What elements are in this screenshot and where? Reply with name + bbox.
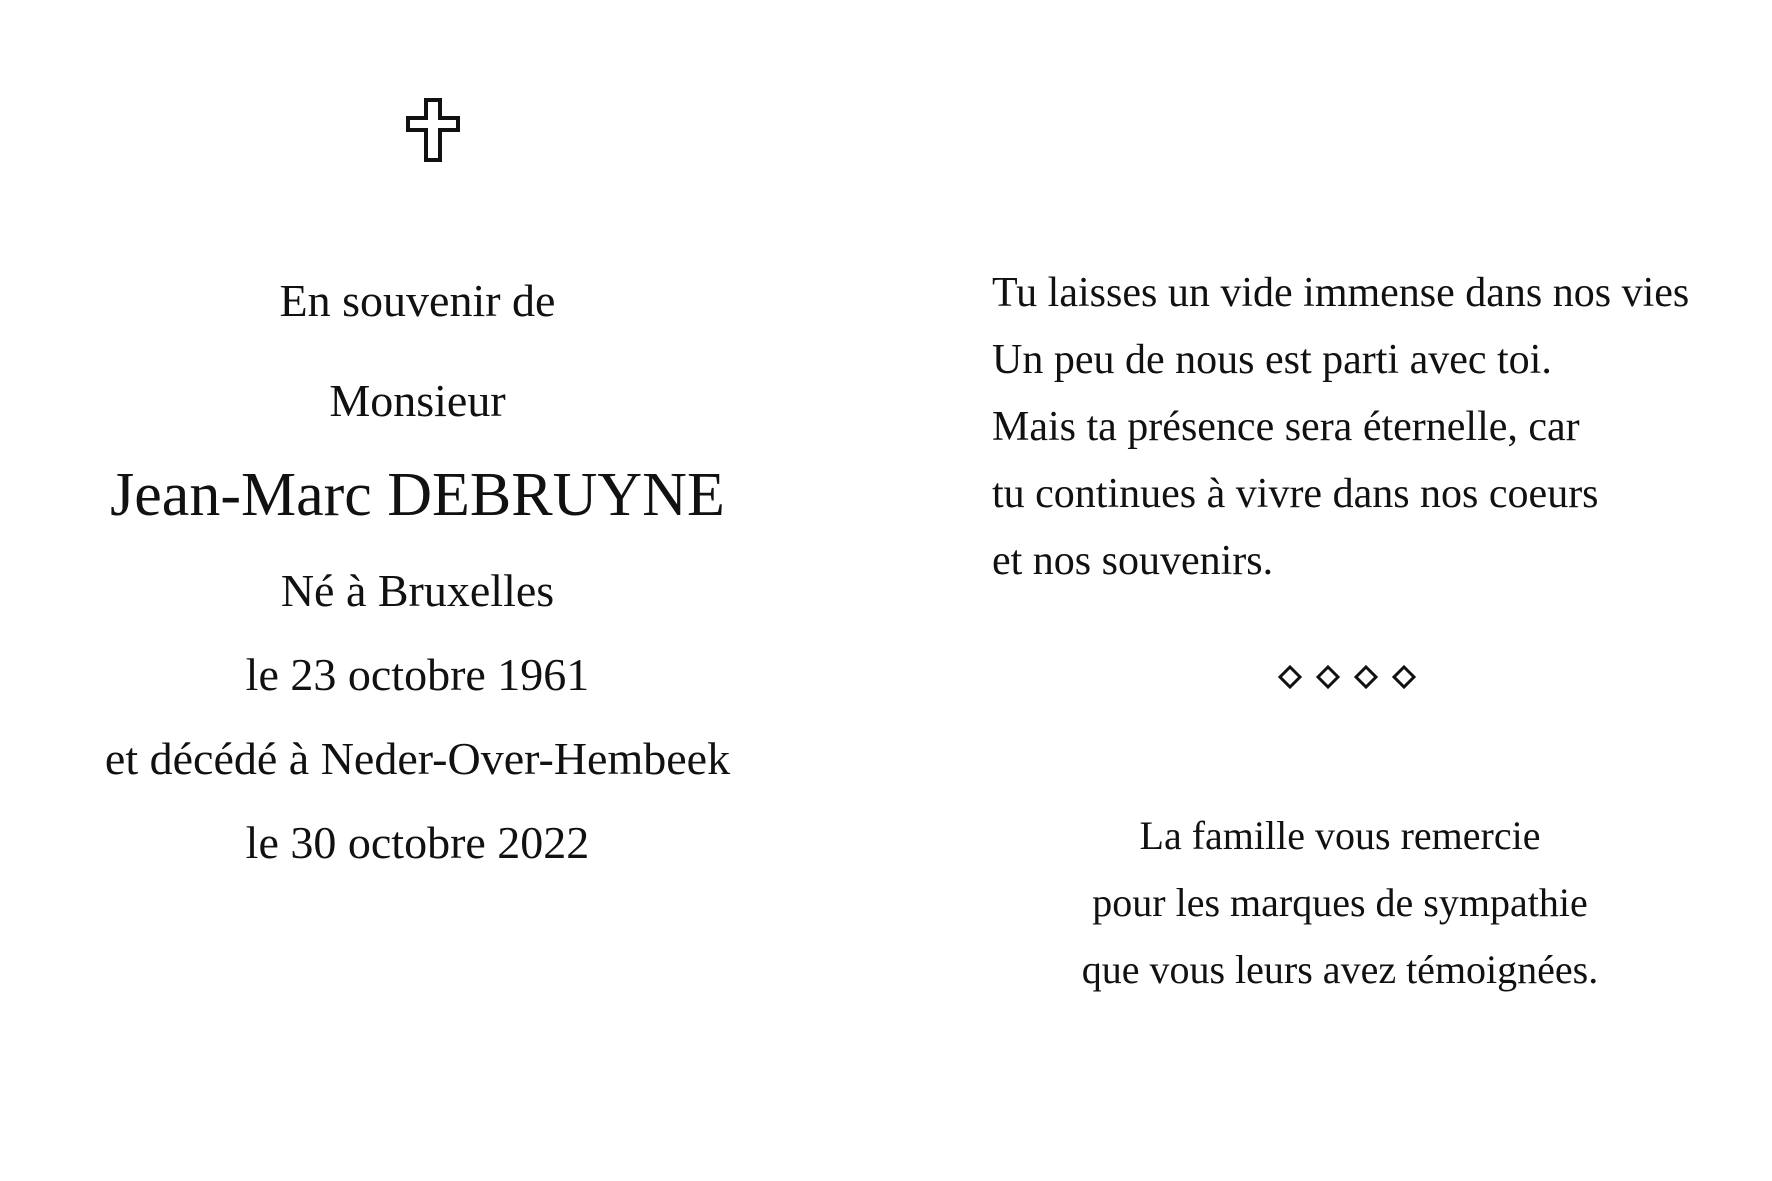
latin-cross-icon xyxy=(404,98,462,162)
intro-text: En souvenir de xyxy=(279,275,556,326)
four-diamonds-ornament-icon xyxy=(1276,663,1436,691)
thanks-line: que vous leurs avez témoignées. xyxy=(1081,947,1599,992)
death-date-text: le 30 octobre 2022 xyxy=(245,817,590,868)
birth-date-text: le 23 octobre 1961 xyxy=(245,649,590,700)
poem-line: Un peu de nous est parti avec toi. xyxy=(992,337,1552,383)
thanks-line: pour les marques de sympathie xyxy=(1092,880,1588,925)
deceased-name: Jean-Marc DEBRUYNE xyxy=(110,461,725,529)
honorific-text: Monsieur xyxy=(329,375,506,426)
death-place-text: et décédé à Neder-Over-Hembeek xyxy=(104,733,731,784)
memorial-poem xyxy=(992,260,1689,595)
poem-line: et nos souvenirs. xyxy=(992,538,1274,584)
poem-line: Tu laisses un vide immense dans nos vies xyxy=(992,270,1690,316)
birth-place-text: Né à Bruxelles xyxy=(280,565,555,616)
thanks-line: La famille vous remercie xyxy=(1139,813,1541,858)
poem-line: Mais ta présence sera éternelle, car xyxy=(992,404,1580,450)
poem-line: tu continues à vivre dans nos coeurs xyxy=(992,471,1599,517)
family-thanks xyxy=(1010,802,1670,1003)
